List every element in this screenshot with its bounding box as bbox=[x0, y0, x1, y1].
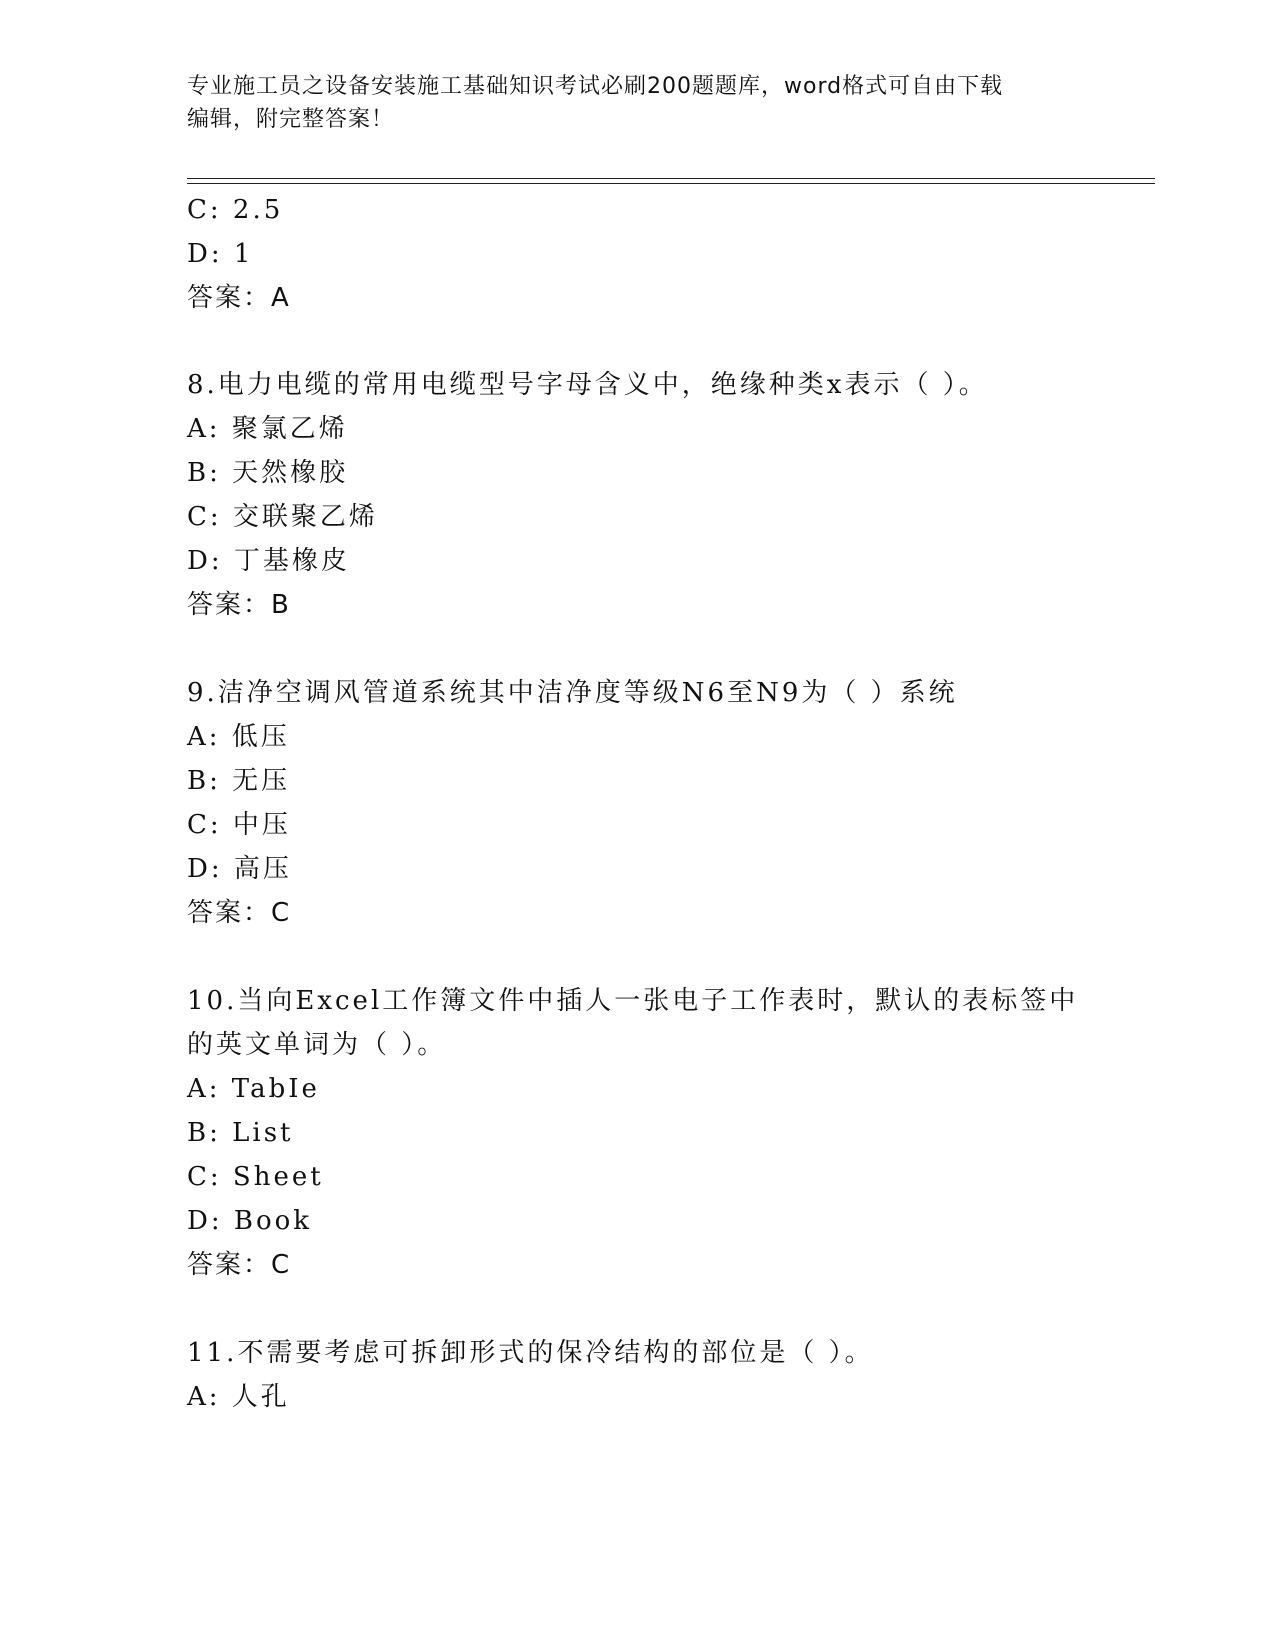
question-8-answer: 答案：B bbox=[187, 590, 291, 620]
question-9-option-a: A: 低压 bbox=[187, 722, 290, 752]
question-9-text: 9.洁净空调风管道系统其中洁净度等级N6至N9为（ ）系统 bbox=[187, 678, 958, 708]
question-9-answer: 答案：C bbox=[187, 898, 292, 928]
question-9-option-d: D: 高压 bbox=[187, 854, 292, 884]
prev-answer: 答案：A bbox=[187, 283, 291, 313]
header-divider-top bbox=[187, 178, 1155, 179]
header-title-line-2: 编辑，附完整答案！ bbox=[187, 107, 395, 132]
question-11-option-a: A: 人孔 bbox=[187, 1382, 290, 1412]
prev-option-d: D: 1 bbox=[187, 239, 254, 269]
question-8-option-a: A: 聚氯乙烯 bbox=[187, 414, 348, 444]
question-8-text: 8.电力电缆的常用电缆型号字母含义中，绝缘种类x表示（ ）。 bbox=[187, 370, 988, 400]
header-divider-bottom bbox=[187, 183, 1155, 184]
question-10-option-c: C: Sheet bbox=[187, 1162, 324, 1192]
question-9-option-b: B: 无压 bbox=[187, 766, 291, 796]
question-10-option-a: A: TabIe bbox=[187, 1074, 320, 1104]
question-10-answer: 答案：C bbox=[187, 1250, 292, 1280]
question-8-option-d: D: 丁基橡皮 bbox=[187, 546, 350, 576]
document-header bbox=[187, 70, 1067, 136]
header-title-line-1: 专业施工员之设备安装施工基础知识考试必刷200题题库，word格式可自由下载 bbox=[187, 74, 1004, 99]
question-11-text: 11.不需要考虑可拆卸形式的保冷结构的部位是（ ）。 bbox=[187, 1338, 874, 1368]
prev-option-c: C: 2.5 bbox=[187, 195, 284, 225]
question-9-option-c: C: 中压 bbox=[187, 810, 291, 840]
question-8-option-b: B: 天然橡胶 bbox=[187, 458, 349, 488]
question-10-text-line-1: 10.当向Excel工作簿文件中插人一张电子工作表时，默认的表标签中 bbox=[187, 986, 1079, 1016]
question-10-option-d: D: Book bbox=[187, 1206, 313, 1236]
question-10-option-b: B: List bbox=[187, 1118, 294, 1148]
question-10-text-line-2: 的英文单词为（ ）。 bbox=[187, 1030, 447, 1060]
question-8-option-c: C: 交联聚乙烯 bbox=[187, 502, 378, 532]
